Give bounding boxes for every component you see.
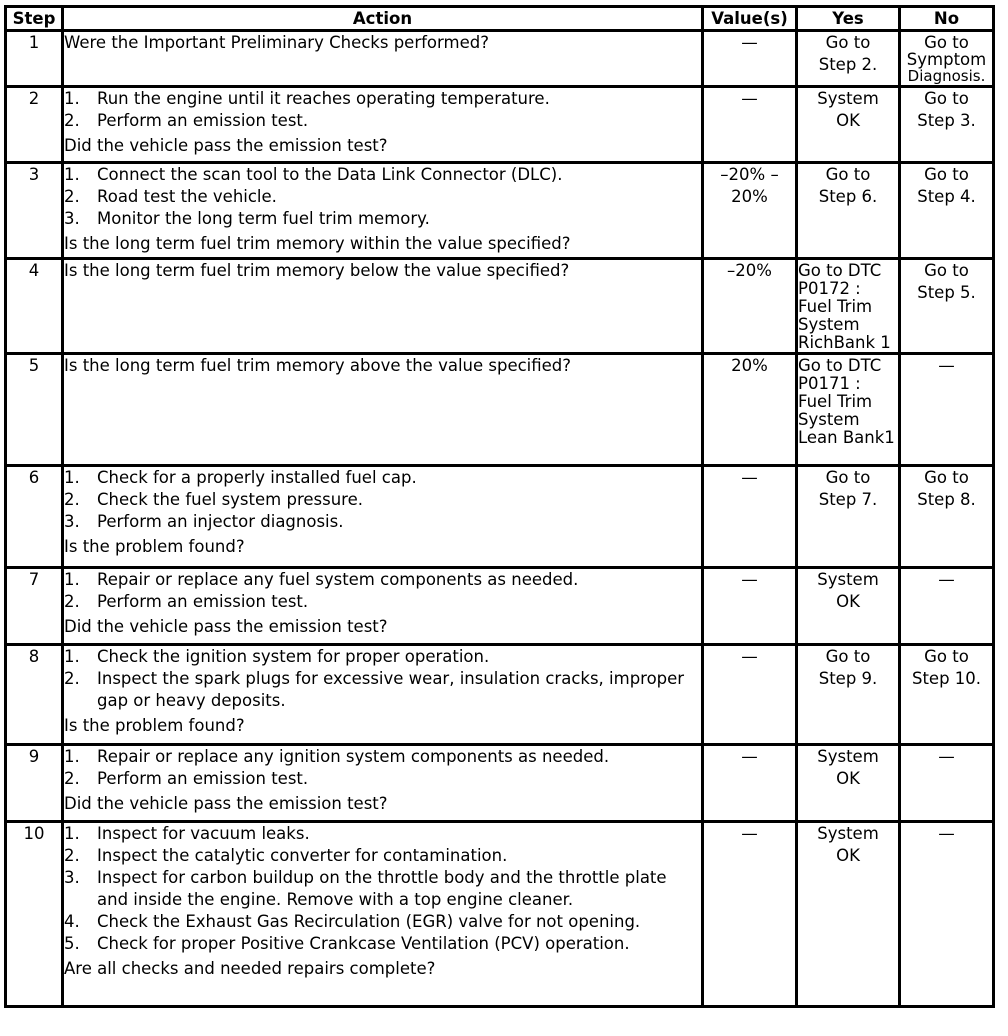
no-cell	[900, 822, 994, 1007]
table-body	[6, 31, 994, 1007]
no-line: Go to	[924, 89, 969, 108]
action-step-text: Inspect the catalytic converter for contamination.	[97, 846, 508, 865]
no-cell	[900, 745, 994, 822]
diagnostic-table-container	[4, 5, 995, 1008]
yes-line: OK	[836, 111, 860, 130]
action-question: Did the vehicle pass the emission test?	[64, 136, 388, 155]
action-step	[64, 646, 701, 668]
action-step-number: 2.	[64, 187, 80, 206]
no-line: —	[938, 824, 955, 843]
action-step-number: 2.	[64, 769, 80, 788]
yes-line: Go to	[825, 647, 871, 666]
action-question: Did the vehicle pass the emission test?	[64, 794, 388, 813]
action-step	[64, 768, 701, 790]
yes-line: OK	[836, 592, 860, 611]
header-row	[6, 7, 994, 31]
yes-line: Go to DTC	[798, 261, 882, 280]
yes-cell	[797, 568, 900, 645]
step-number: 1	[6, 31, 63, 87]
no-cell	[900, 259, 994, 354]
no-line: Go to	[924, 468, 969, 487]
header-step: Step	[6, 7, 63, 31]
no-cell	[900, 163, 994, 259]
action-step	[64, 489, 701, 511]
action-step-number: 1.	[64, 747, 80, 766]
yes-line: Step 6.	[818, 187, 878, 206]
step-number: 10	[6, 822, 63, 1007]
yes-line: System	[817, 89, 879, 108]
yes-cell	[797, 745, 900, 822]
yes-line: Step 2.	[818, 55, 878, 74]
action-step-text: Check for a properly installed fuel cap.	[97, 468, 417, 487]
table-row	[6, 645, 994, 745]
action-step-text: Perform an injector diagnosis.	[97, 512, 344, 531]
action-step	[64, 110, 701, 132]
yes-cell	[797, 466, 900, 568]
action-step	[64, 569, 701, 591]
no-line: Step 8.	[917, 490, 976, 509]
table-row	[6, 259, 994, 354]
action-step	[64, 208, 701, 230]
yes-line: OK	[836, 846, 860, 865]
action-step-number: 1.	[64, 570, 80, 589]
action-question: Is the problem found?	[64, 537, 245, 556]
yes-cell	[797, 645, 900, 745]
action-step-text: Perform an emission test.	[97, 111, 309, 130]
yes-line: Step 7.	[818, 490, 878, 509]
no-line: Diagnosis.	[907, 67, 986, 85]
yes-cell	[797, 822, 900, 1007]
no-line: Step 5.	[917, 283, 976, 302]
table-row	[6, 822, 994, 1007]
action-step-number: 2.	[64, 669, 80, 688]
table-row	[6, 745, 994, 822]
no-line: Symptom	[906, 50, 987, 69]
action-step-text: Run the engine until it reaches operating temperature.	[97, 89, 550, 108]
action-step	[64, 933, 701, 955]
step-number: 5	[6, 354, 63, 466]
no-line: Step 3.	[917, 111, 976, 130]
yes-line: System	[817, 747, 879, 766]
header-value: Value(s)	[703, 7, 797, 31]
action-cell	[63, 466, 703, 568]
action-step-text: Inspect for vacuum leaks.	[97, 824, 310, 843]
action-question: Is the long term fuel trim memory within the value specified?	[64, 234, 571, 253]
step-number: 7	[6, 568, 63, 645]
action-question: Is the problem found?	[64, 716, 245, 735]
action-question: Are all checks and needed repairs complete?	[64, 959, 436, 978]
no-line: Go to	[924, 165, 969, 184]
table-row	[6, 163, 994, 259]
header-action: Action	[63, 7, 703, 31]
action-step-text: Road test the vehicle.	[97, 187, 277, 206]
action-step	[64, 867, 701, 911]
header-yes: Yes	[797, 7, 900, 31]
action-step-number: 3.	[64, 868, 80, 887]
action-step	[64, 591, 701, 613]
no-cell	[900, 645, 994, 745]
header-no: No	[900, 7, 994, 31]
step-number: 3	[6, 163, 63, 259]
yes-line: System	[798, 315, 860, 334]
value-cell: —	[703, 745, 797, 822]
yes-line: Go to	[825, 33, 871, 52]
action-step	[64, 467, 701, 489]
yes-line: P0171 :	[798, 374, 861, 393]
action-question: Did the vehicle pass the emission test?	[64, 617, 388, 636]
action-step	[64, 88, 701, 110]
table-row	[6, 87, 994, 163]
action-step-text: Perform an emission test.	[97, 592, 309, 611]
yes-line: Go to	[825, 165, 871, 184]
action-step-text: Check the fuel system pressure.	[97, 490, 363, 509]
yes-line: Lean Bank1	[798, 428, 895, 447]
yes-line: P0172 :	[798, 279, 861, 298]
action-step	[64, 186, 701, 208]
action-step	[64, 668, 701, 712]
value-cell: —	[703, 466, 797, 568]
no-line: Go to	[924, 647, 969, 666]
action-step-number: 2.	[64, 846, 80, 865]
yes-line: RichBank 1	[798, 333, 891, 352]
action-question: Is the long term fuel trim memory below the value specified?	[64, 261, 570, 280]
no-cell	[900, 466, 994, 568]
step-number: 9	[6, 745, 63, 822]
action-step-number: 1.	[64, 89, 80, 108]
value-cell: —	[703, 87, 797, 163]
action-step	[64, 845, 701, 867]
value-cell: —	[703, 31, 797, 87]
value-cell: –20%	[703, 259, 797, 354]
yes-line: System	[817, 824, 879, 843]
value-cell: –20% – 20%	[703, 163, 797, 259]
action-cell	[63, 645, 703, 745]
dtc-reference	[798, 357, 898, 447]
action-step-number: 4.	[64, 912, 80, 931]
yes-line: System	[798, 410, 860, 429]
action-step-text: Inspect the spark plugs for excessive wear, insulation cracks, improper gap or heavy deposits.	[97, 669, 685, 710]
yes-cell	[797, 31, 900, 87]
action-step-text: Check the Exhaust Gas Recirculation (EGR) valve for not opening.	[97, 912, 641, 931]
no-cell	[900, 87, 994, 163]
action-step-text: Perform an emission test.	[97, 769, 309, 788]
yes-cell	[797, 354, 900, 466]
value-cell: 20%	[703, 354, 797, 466]
action-cell	[63, 163, 703, 259]
value-cell: —	[703, 822, 797, 1007]
table-row	[6, 466, 994, 568]
yes-line: Step 9.	[818, 669, 878, 688]
no-line: —	[938, 747, 955, 766]
no-line: —	[938, 356, 955, 375]
action-cell	[63, 822, 703, 1007]
table-row	[6, 31, 994, 87]
value-cell: —	[703, 568, 797, 645]
action-step	[64, 911, 701, 933]
step-number: 6	[6, 466, 63, 568]
no-cell	[900, 568, 994, 645]
no-cell	[900, 354, 994, 466]
table-row	[6, 568, 994, 645]
action-step-number: 2.	[64, 592, 80, 611]
action-step	[64, 823, 701, 845]
no-cell	[900, 31, 994, 87]
diagnostic-table	[4, 5, 995, 1008]
yes-cell	[797, 87, 900, 163]
yes-line: Fuel Trim	[798, 392, 873, 411]
yes-line: Fuel Trim	[798, 297, 873, 316]
action-step	[64, 746, 701, 768]
action-step-text: Check the ignition system for proper operation.	[97, 647, 490, 666]
action-step-text: Check for proper Positive Crankcase Ventilation (PCV) operation.	[97, 934, 630, 953]
no-line: Step 4.	[917, 187, 976, 206]
action-cell	[63, 87, 703, 163]
no-line: Go to	[924, 33, 969, 52]
action-step-text: Monitor the long term fuel trim memory.	[97, 209, 430, 228]
action-step-number: 5.	[64, 934, 80, 953]
action-step	[64, 511, 701, 533]
yes-cell	[797, 259, 900, 354]
yes-cell	[797, 163, 900, 259]
action-step-text: Repair or replace any fuel system components as needed.	[97, 570, 579, 589]
action-step-text: Repair or replace any ignition system components as needed.	[97, 747, 610, 766]
action-step-number: 1.	[64, 824, 80, 843]
no-line: Go to	[924, 261, 969, 280]
step-number: 8	[6, 645, 63, 745]
step-number: 2	[6, 87, 63, 163]
action-step-number: 1.	[64, 165, 80, 184]
yes-line: OK	[836, 769, 860, 788]
action-step-number: 3.	[64, 209, 80, 228]
action-cell	[63, 354, 703, 466]
value-cell: —	[703, 645, 797, 745]
no-line: Step 10.	[911, 669, 982, 688]
action-step-number: 2.	[64, 111, 80, 130]
action-cell	[63, 31, 703, 87]
action-cell	[63, 568, 703, 645]
action-question: Were the Important Preliminary Checks performed?	[64, 33, 489, 52]
yes-line: System	[817, 570, 879, 589]
table-row	[6, 354, 994, 466]
action-step-number: 3.	[64, 512, 80, 531]
action-step-number: 1.	[64, 468, 80, 487]
yes-line: Go to DTC	[798, 356, 882, 375]
action-cell	[63, 259, 703, 354]
action-step-text: Inspect for carbon buildup on the throttle body and the throttle plate and inside the engine. Remove with a top engine cleaner.	[97, 868, 667, 909]
action-step-number: 1.	[64, 647, 80, 666]
action-step	[64, 164, 701, 186]
action-cell	[63, 745, 703, 822]
action-step-text: Connect the scan tool to the Data Link Connector (DLC).	[97, 165, 563, 184]
yes-line: Go to	[825, 468, 871, 487]
step-number: 4	[6, 259, 63, 354]
action-step-number: 2.	[64, 490, 80, 509]
no-line: —	[938, 570, 955, 589]
dtc-reference	[798, 262, 898, 352]
action-question: Is the long term fuel trim memory above the value specified?	[64, 356, 572, 375]
